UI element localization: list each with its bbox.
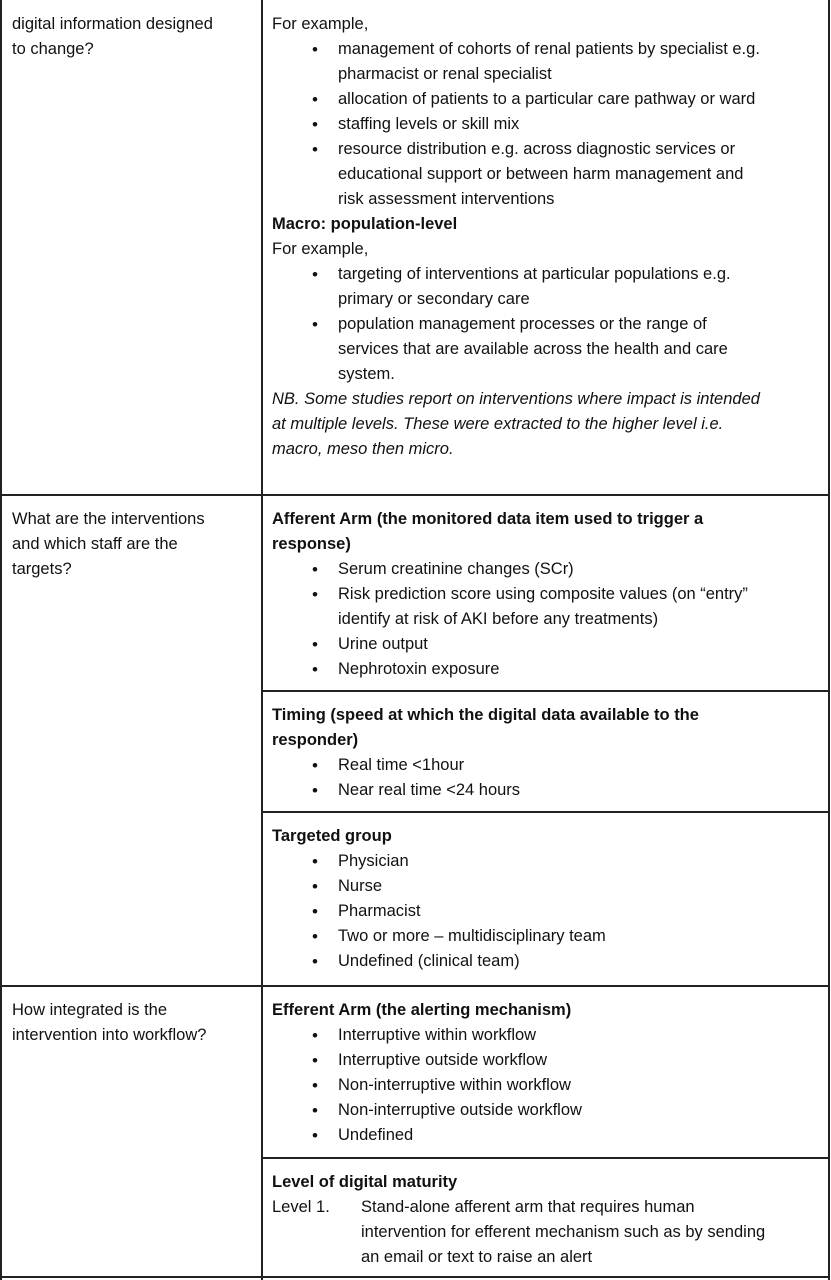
- level-text: intervention for efferent mechanism such as by sending: [361, 1223, 766, 1241]
- list-item: [272, 137, 822, 212]
- row-answer: [272, 12, 822, 462]
- list-item-text: • Non-interruptive within workflow: [338, 1076, 571, 1094]
- note-text: [272, 387, 822, 462]
- list-item-text: • population management processes or the range of: [338, 315, 707, 333]
- digital-maturity-section: [272, 1170, 822, 1270]
- afferent-arm-section: [272, 507, 822, 682]
- level-text: Stand-alone afferent arm that requires human: [361, 1198, 695, 1216]
- list-item-text: • resource distribution e.g. across diagnostic services or: [338, 140, 736, 158]
- list-item: [272, 87, 822, 112]
- section-heading: Level of digital maturity: [272, 1173, 458, 1191]
- list-item: [272, 657, 822, 682]
- list-item-text: • Near real time <24 hours: [338, 781, 521, 799]
- list-item-text: • Real time <1hour: [338, 756, 465, 774]
- row-divider: [0, 985, 830, 987]
- list-item-text: • Non-interruptive outside workflow: [338, 1101, 582, 1119]
- list-item: [272, 1073, 822, 1098]
- list-item-text: educational support or between harm management and: [338, 165, 744, 183]
- question-line: to change?: [12, 40, 94, 58]
- timing-section: [272, 703, 822, 803]
- bullet-list: [272, 1023, 822, 1148]
- level-text: an email or text to raise an alert: [361, 1248, 593, 1266]
- list-item-text: system.: [338, 365, 395, 383]
- list-item-text: identify at risk of AKI before any treatments): [338, 610, 659, 628]
- list-item: [272, 753, 822, 778]
- section-heading: responder): [272, 731, 359, 749]
- targeted-group-section: [272, 824, 822, 974]
- question-line: What are the interventions: [12, 510, 205, 528]
- list-item-text: • Interruptive within workflow: [338, 1026, 537, 1044]
- sub-row-divider: [261, 1157, 830, 1159]
- row-divider: [0, 494, 830, 496]
- efferent-arm-section: [272, 998, 822, 1148]
- list-item-text: • Interruptive outside workflow: [338, 1051, 548, 1069]
- bullet-list: [272, 753, 822, 803]
- section-heading: response): [272, 535, 351, 553]
- list-item-text: • Nephrotoxin exposure: [338, 660, 500, 678]
- table-border-bottom: [0, 1276, 830, 1278]
- list-item: [272, 582, 822, 632]
- question-line: and which staff are the: [12, 535, 178, 553]
- section-heading: Macro: population-level: [272, 215, 458, 233]
- row-question: [12, 998, 252, 1048]
- list-item: [272, 849, 822, 874]
- section-heading: Afferent Arm (the monitored data item used to trigger a: [272, 510, 704, 528]
- note-line: at multiple levels. These were extracted to the higher level i.e.: [272, 415, 724, 433]
- section-heading: Targeted group: [272, 827, 392, 845]
- list-item-text: • Pharmacist: [338, 902, 421, 920]
- row-question: [12, 507, 252, 582]
- sub-row-divider: [261, 690, 830, 692]
- list-item: [272, 37, 822, 87]
- intro-text: For example,: [272, 15, 369, 33]
- list-item-text: • Serum creatinine changes (SCr): [338, 560, 574, 578]
- row-question: [12, 12, 252, 62]
- list-item: [272, 557, 822, 582]
- list-item-text: • Undefined (clinical team): [338, 952, 520, 970]
- list-item: [272, 949, 822, 974]
- list-item-text: pharmacist or renal specialist: [338, 65, 552, 83]
- list-item-text: • Risk prediction score using composite values (on “entry”: [338, 585, 748, 603]
- table-border-left: [0, 0, 2, 1280]
- list-item: [272, 1048, 822, 1073]
- list-item: [272, 778, 822, 803]
- list-item-text: • Nurse: [338, 877, 383, 895]
- bullet-list: [272, 849, 822, 974]
- table-border-right: [828, 0, 830, 1280]
- bullet-list: [272, 262, 822, 387]
- list-item-text: • staffing levels or skill mix: [338, 115, 520, 133]
- section-heading: Timing (speed at which the digital data available to the: [272, 706, 699, 724]
- list-item: [272, 874, 822, 899]
- maturity-level-item: [272, 1195, 822, 1270]
- list-item: [272, 924, 822, 949]
- list-item: [272, 112, 822, 137]
- sub-row-divider: [261, 811, 830, 813]
- bullet-list: [272, 557, 822, 682]
- list-item-text: • targeting of interventions at particular populations e.g.: [338, 265, 731, 283]
- list-item-text: • Physician: [338, 852, 409, 870]
- list-item: [272, 899, 822, 924]
- list-item: [272, 632, 822, 657]
- bullet-list: [272, 37, 822, 212]
- list-item: [272, 262, 822, 312]
- list-item-text: primary or secondary care: [338, 290, 530, 308]
- intro-text: For example,: [272, 240, 369, 258]
- list-item-text: risk assessment interventions: [338, 190, 555, 208]
- question-line: intervention into workflow?: [12, 1026, 207, 1044]
- list-item: [272, 1123, 822, 1148]
- question-line: digital information designed: [12, 15, 213, 33]
- list-item-text: • Undefined: [338, 1126, 414, 1144]
- level-label: Level 1.: [272, 1198, 330, 1216]
- table-column-divider: [261, 0, 263, 1280]
- list-item-text: • allocation of patients to a particular care pathway or ward: [338, 90, 756, 108]
- note-line: macro, meso then micro.: [272, 440, 454, 458]
- question-line: How integrated is the: [12, 1001, 168, 1019]
- list-item-text: services that are available across the health and care: [338, 340, 728, 358]
- list-item: [272, 1098, 822, 1123]
- note-line: NB. Some studies report on interventions where impact is intended: [272, 390, 760, 408]
- list-item: [272, 1023, 822, 1048]
- list-item-text: • Urine output: [338, 635, 428, 653]
- list-item-text: • Two or more – multidisciplinary team: [338, 927, 606, 945]
- list-item: [272, 312, 822, 387]
- list-item-text: • management of cohorts of renal patients by specialist e.g.: [338, 40, 760, 58]
- question-line: targets?: [12, 560, 72, 578]
- section-heading: Efferent Arm (the alerting mechanism): [272, 1001, 572, 1019]
